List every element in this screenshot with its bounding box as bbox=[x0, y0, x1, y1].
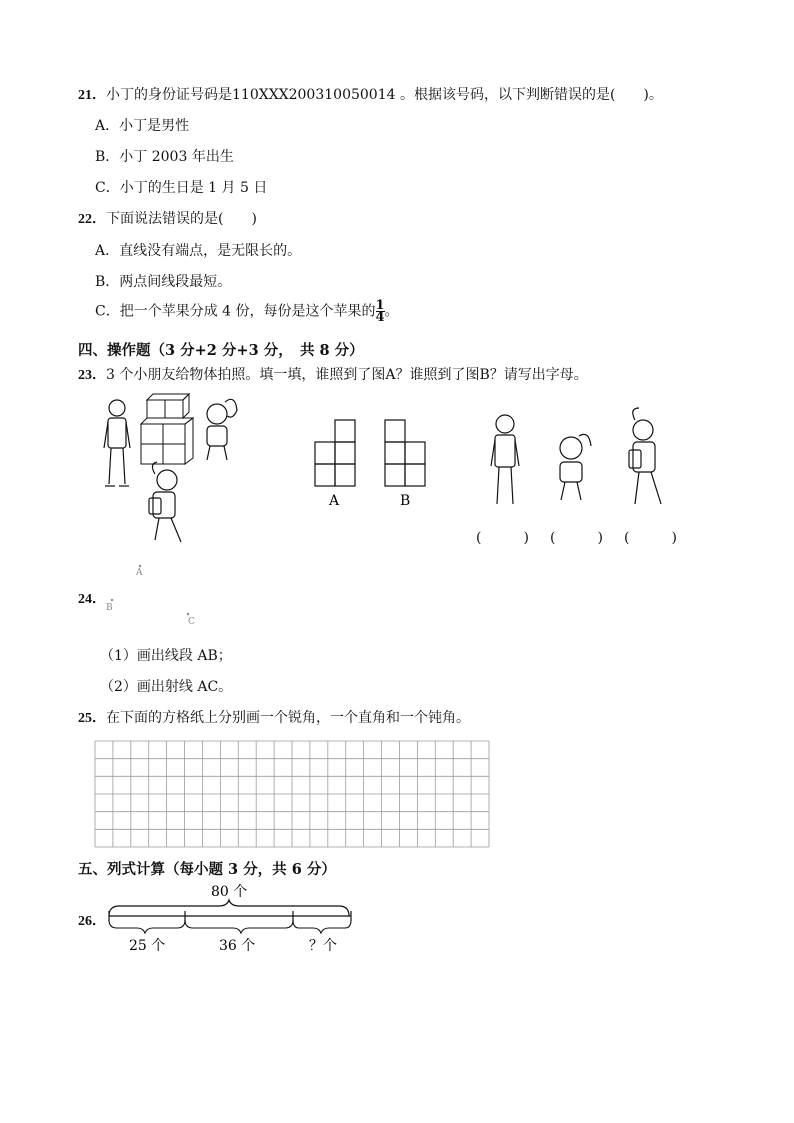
view-b bbox=[385, 420, 425, 486]
q25-number: 25． bbox=[78, 711, 106, 726]
point-b-dot bbox=[111, 599, 113, 601]
point-a-label: A bbox=[136, 568, 143, 578]
answer-blank-1[interactable]: ( ) bbox=[476, 530, 529, 546]
q22-option-a: A．直线没有端点，是无限长的。 bbox=[95, 243, 302, 259]
q23-figure bbox=[95, 390, 695, 555]
q22-stem: 下面说法错误的是( ) bbox=[106, 211, 257, 227]
answer-blank-2[interactable]: ( ) bbox=[550, 530, 603, 546]
point-a-dot bbox=[139, 565, 141, 567]
q21-option-a: A．小丁是男性 bbox=[95, 118, 190, 134]
child-girl-right bbox=[629, 408, 661, 504]
point-b-label: B bbox=[106, 603, 113, 613]
q26-brace-diagram bbox=[105, 878, 360, 958]
boy-figure bbox=[104, 400, 130, 486]
child-boy-right bbox=[491, 415, 519, 504]
q25-stem: 在下面的方格纸上分别画一个锐角，一个直角和一个钝角。 bbox=[106, 710, 470, 726]
answer-blank-3[interactable]: ( ) bbox=[624, 530, 677, 546]
fraction-denominator: 4 bbox=[375, 310, 385, 325]
girl-figure-top bbox=[207, 399, 237, 460]
q22-option-b: B．两点间线段最短。 bbox=[95, 274, 232, 290]
q21-number: 21． bbox=[78, 88, 106, 103]
q26-part-2-label: 36 个 bbox=[219, 938, 256, 954]
point-c-dot bbox=[187, 613, 189, 615]
grid-paper[interactable] bbox=[94, 740, 490, 848]
section-5-title: 五、列式计算（每小题 3 分，共 6 分） bbox=[78, 861, 336, 878]
top-brace bbox=[109, 900, 349, 916]
point-c-label: C bbox=[188, 617, 195, 627]
brace-part-1 bbox=[109, 920, 185, 933]
q26-total-label: 80 个 bbox=[211, 884, 248, 900]
fraction-one-quarter bbox=[376, 300, 385, 323]
fraction-numerator: 1 bbox=[375, 298, 385, 313]
q21-option-c: C．小丁的生日是 1 月 5 日 bbox=[95, 180, 268, 196]
brace-part-3 bbox=[293, 920, 351, 933]
q22-option-c bbox=[95, 300, 399, 323]
child-girl-middle bbox=[560, 434, 591, 500]
q24-sub-1: （1）画出线段 AB； bbox=[100, 648, 232, 664]
q23-stem-line bbox=[78, 364, 588, 384]
q22-stem-line bbox=[78, 208, 257, 228]
section-4-title: 四、操作题（3 分+2 分+3 分， 共 8 分） bbox=[78, 342, 364, 359]
girl-figure-bottom bbox=[149, 462, 181, 542]
q22-number: 22． bbox=[78, 212, 106, 227]
q23-number: 23． bbox=[78, 368, 106, 383]
q22-option-c-suffix: 。 bbox=[384, 303, 399, 320]
q25-stem-line bbox=[78, 707, 470, 727]
q21-stem-line bbox=[78, 84, 663, 104]
view-a-label: A bbox=[329, 493, 340, 509]
brace-part-2 bbox=[185, 920, 293, 933]
q24-sub-2: （2）画出射线 AC。 bbox=[100, 679, 233, 695]
q26-number: 26． bbox=[78, 914, 106, 929]
q26-part-1-label: 25 个 bbox=[129, 938, 166, 954]
view-b-label: B bbox=[400, 493, 411, 509]
q21-stem: 小丁的身份证号码是110XXX200310050014 。根据该号码，以下判断错误的是( )。 bbox=[106, 87, 663, 103]
q24-number: 24． bbox=[78, 592, 106, 607]
q26-part-3-label: ？个 bbox=[309, 938, 337, 954]
blocks-illustration bbox=[141, 394, 193, 464]
q21-option-b: B．小丁 2003 年出生 bbox=[95, 149, 234, 165]
view-a bbox=[315, 420, 355, 486]
q22-option-c-text: C．把一个苹果分成 4 份，每份是这个苹果的 bbox=[95, 303, 376, 320]
q24-points-figure bbox=[100, 560, 210, 630]
q23-stem: 3 个小朋友给物体拍照。填一填，谁照到了图A？谁照到了图B？请写出字母。 bbox=[106, 367, 588, 383]
